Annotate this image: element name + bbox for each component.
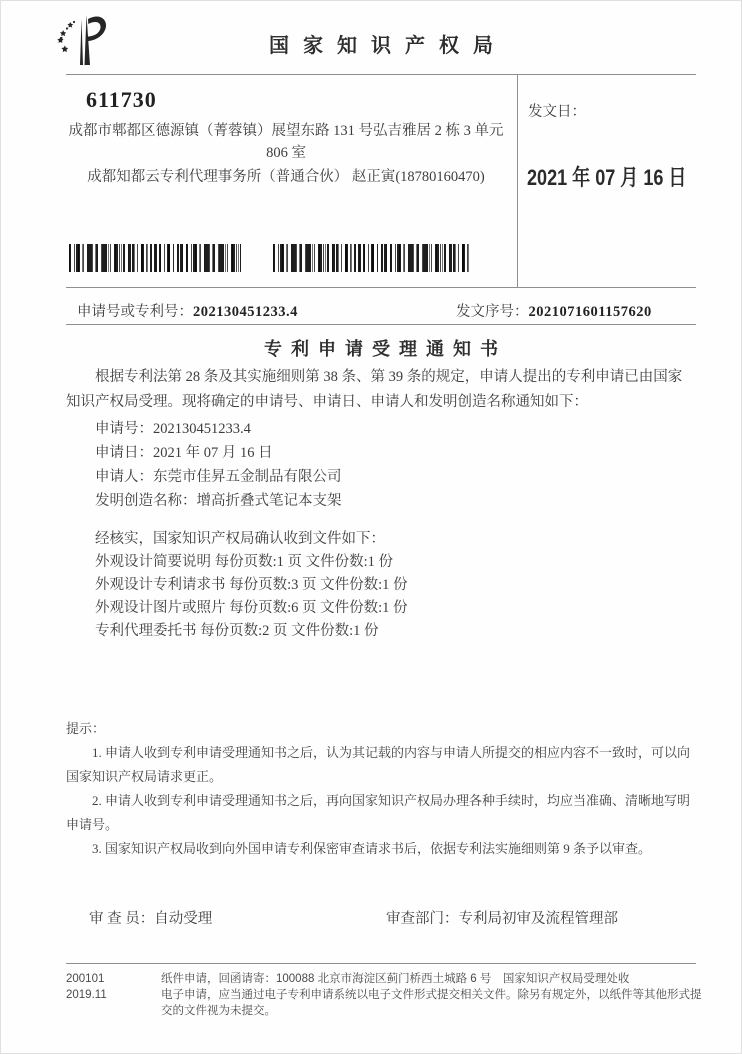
footer-notes <box>66 971 711 1019</box>
field-label: 申请号： <box>95 421 153 437</box>
recipient-address-line1: 成都市郫都区德源镇（菁蓉镇）展望东路 131 号弘吉雅居 2 栋 3 单元 <box>68 123 504 139</box>
examiner-label: 审 查 员： <box>89 911 155 927</box>
tip-item: 3. 国家知识产权局收到向外国申请专利保密审查请求书后，依据专利法实施细则第 9 条予以审查。 <box>92 841 652 856</box>
application-number-label: 申请号或专利号： <box>77 304 193 320</box>
received-file-item: 专利代理委托书 每份页数:2 页 文件份数:1 份 <box>95 623 379 639</box>
department-value: 专利局初审及流程管理部 <box>458 911 618 927</box>
field-applicant <box>66 465 696 489</box>
agent-line: 成都知都云专利代理事务所（普通合伙） 赵正寅(18780160470) <box>87 169 485 185</box>
mailing-block <box>66 87 506 188</box>
received-file-item: 外观设计简要说明 每份页数:1 页 文件份数:1 份 <box>95 554 394 570</box>
serial-number-value: 2021071601157620 <box>528 304 652 320</box>
application-number <box>77 300 298 321</box>
notice-body <box>66 365 696 643</box>
examiner-value: 自动受理 <box>154 911 213 927</box>
application-number-value: 202130451233.4 <box>193 304 298 320</box>
tip-item: 1. 申请人收到专利申请受理通知书之后，认为其记载的内容与申请人所提交的相应内容不一致时，可以向国家知识产权局请求更正。 <box>66 745 691 784</box>
postal-code: 611730 <box>86 87 157 112</box>
field-label: 申请人： <box>95 469 153 485</box>
field-value: 东莞市佳昇五金制品有限公司 <box>153 469 342 485</box>
datebox-divider <box>517 74 518 287</box>
footer-row-paper <box>66 971 711 987</box>
serial-number <box>456 300 652 321</box>
received-file-item: 外观设计专利请求书 每份页数:3 页 文件份数:1 份 <box>95 577 408 593</box>
barcode-1 <box>69 244 241 272</box>
field-invention-title <box>66 489 696 513</box>
notice-title: 专利申请受理通知书 <box>264 339 507 359</box>
footer-row-electronic <box>66 987 711 1019</box>
agency-title: 国家知识产权局 <box>269 35 507 57</box>
footer-form-version: 2019.11 <box>66 989 107 1001</box>
field-value: 增高折叠式笔记本支架 <box>196 493 342 509</box>
barcode-2 <box>273 244 471 272</box>
header-divider <box>66 74 696 75</box>
footer-note-electronic: 电子申请，应当通过电子专利申请系统以电子文件形式提交相关文件。除另有规定外，以纸件等其他形式提交的文件视为未提交。 <box>161 989 702 1017</box>
recipient-address-line2: 806 室 <box>266 145 306 161</box>
field-application-date <box>66 441 696 465</box>
footer-note-paper: 纸件申请，回函请寄：100088 北京市海淀区蓟门桥西土城路 6 号 国家知识产权局受理处收 <box>161 973 630 985</box>
field-application-number <box>66 417 696 441</box>
field-label: 发明创造名称： <box>95 493 197 509</box>
notice-intro: 根据专利法第 28 条及其实施细则第 38 条、第 39 条的规定，申请人提出的专利申请已由国家知识产权局受理。现将确定的申请号、申请日、申请人和发明创造名称通知如下： <box>66 369 683 410</box>
tips-label: 提示： <box>66 721 106 736</box>
issue-date-label: 发文日： <box>528 104 586 120</box>
application-fields <box>66 417 696 513</box>
numbers-row-divider <box>66 324 696 325</box>
field-value: 2021 年 07 月 16 日 <box>153 445 273 461</box>
received-files-section <box>66 528 696 643</box>
top-section-divider <box>66 287 696 288</box>
field-value: 202130451233.4 <box>153 421 251 437</box>
examiner <box>89 907 212 928</box>
field-label: 申请日： <box>95 445 153 461</box>
footer-divider <box>66 963 696 964</box>
footer-form-code: 200101 <box>66 973 105 985</box>
examining-department <box>386 907 618 928</box>
received-file-item: 外观设计图片或照片 每份页数:6 页 文件份数:1 份 <box>95 600 408 616</box>
serial-number-label: 发文序号： <box>456 304 529 320</box>
tips-section <box>66 717 698 861</box>
tip-item: 2. 申请人收到专利申请受理通知书之后，再向国家知识产权局办理各种手续时，均应当准确、清晰地写明申请号。 <box>66 793 691 832</box>
issue-date-value: 2021 年 07 月 16 日 <box>527 165 687 190</box>
department-label: 审查部门： <box>386 911 459 927</box>
received-intro: 经核实，国家知识产权局确认收到文件如下： <box>95 531 385 547</box>
